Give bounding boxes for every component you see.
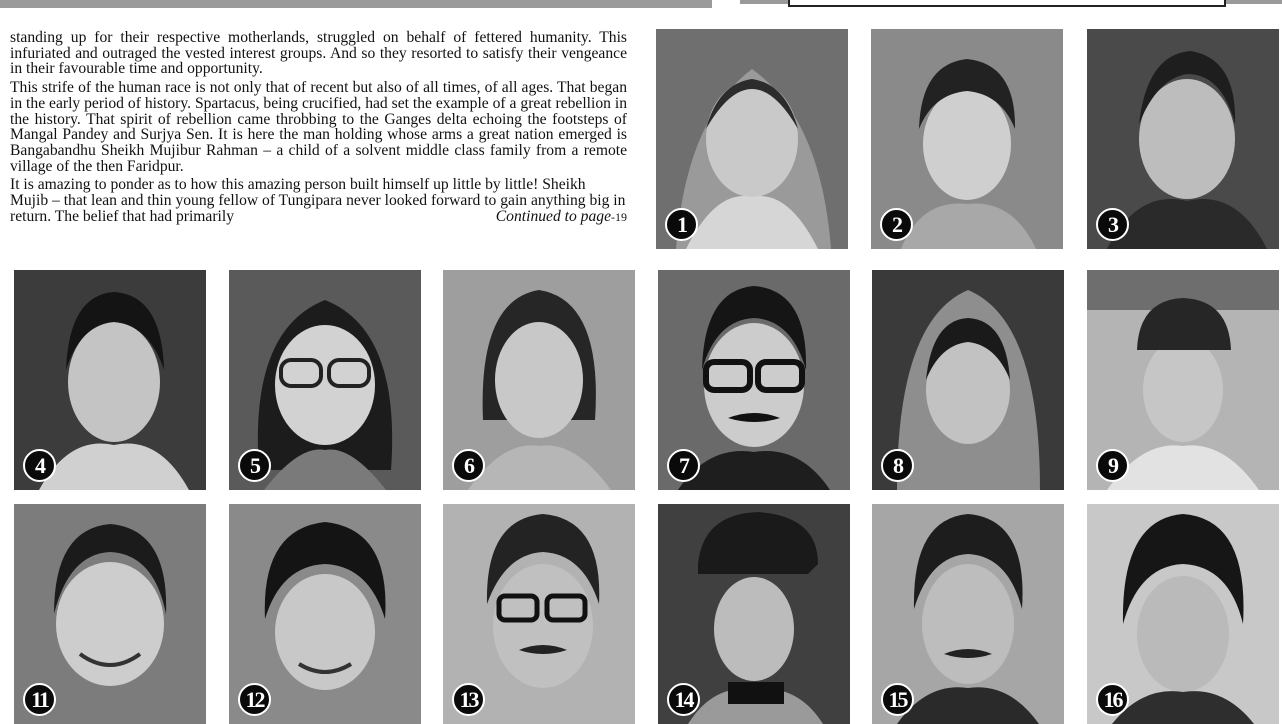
portrait-photo-14 bbox=[658, 504, 850, 724]
portrait-photo-13 bbox=[443, 504, 635, 724]
portrait-photo-1 bbox=[656, 29, 848, 249]
photo-number-badge: 4 bbox=[23, 449, 56, 482]
continued-page: -19 bbox=[611, 209, 627, 224]
article-paragraph-3 bbox=[10, 177, 627, 224]
portrait-photo-4 bbox=[14, 270, 206, 490]
photo-number-badge: 8 bbox=[881, 449, 914, 482]
photo-number-badge: 9 bbox=[1096, 449, 1129, 482]
photo-number-badge: 15 bbox=[881, 683, 914, 716]
photo-number-badge: 6 bbox=[452, 449, 485, 482]
portrait-photo-3 bbox=[1087, 29, 1279, 249]
article-paragraph-2: This strife of the human race is not only that of recent but also of all times, of all ages. That began in the early period of history. Spartacus, being crucified, had set the example of a great rebellion in the history. That spirit of rebellion came throbbing to the Ganges delta echoing the footsteps of Mangal Pandey and Surjya Sen. It is here the man holding whose arms a great nation emerged is Bangabandhu Sheikh Mujibur Rahman – a child of a solvent middle class family from a remote village of the then Faridpur. bbox=[10, 79, 627, 175]
photo-number-badge: 2 bbox=[880, 208, 913, 241]
photo-number-badge: 11 bbox=[23, 683, 56, 716]
continued-note bbox=[496, 209, 627, 226]
portrait-photo-5 bbox=[229, 270, 421, 490]
continued-label: Continued to page bbox=[495, 207, 611, 225]
portrait-photo-6 bbox=[443, 270, 635, 490]
portrait-photo-9 bbox=[1087, 270, 1279, 490]
portrait-photo-11 bbox=[14, 504, 206, 724]
article-paragraph-1: standing up for their respective motherlands, struggled on behalf of fettered humanity. This infuriated and outraged the vested interest groups. And so they resorted to satisfy their vengeance in their favourable time and opportunity. bbox=[10, 29, 627, 78]
top-caption-box bbox=[788, 0, 1226, 7]
photo-number-badge: 1 bbox=[665, 208, 698, 241]
portrait-photo-16 bbox=[1087, 504, 1279, 724]
portrait-photo-12 bbox=[229, 504, 421, 724]
photo-number-badge: 3 bbox=[1096, 208, 1129, 241]
photo-number-badge: 16 bbox=[1096, 683, 1129, 716]
top-rule-left bbox=[0, 0, 712, 8]
photo-number-badge: 5 bbox=[238, 449, 271, 482]
portrait-photo-7 bbox=[658, 270, 850, 490]
photo-number-badge: 13 bbox=[452, 683, 485, 716]
photo-number-badge: 12 bbox=[238, 683, 271, 716]
portrait-photo-15 bbox=[872, 504, 1064, 724]
photo-number-badge: 7 bbox=[667, 449, 700, 482]
portrait-photo-8 bbox=[872, 270, 1064, 490]
portrait-photo-2 bbox=[871, 29, 1063, 249]
photo-number-badge: 14 bbox=[667, 683, 700, 716]
article-text bbox=[10, 30, 627, 227]
article-paragraph-3-text: It is amazing to ponder as to how this amazing person built himself up little by little! Sheikh Mujib – that lean and thin young fellow of Tungipara never looked forward to gain anything big in return. The belief that had primarily bbox=[10, 176, 626, 225]
